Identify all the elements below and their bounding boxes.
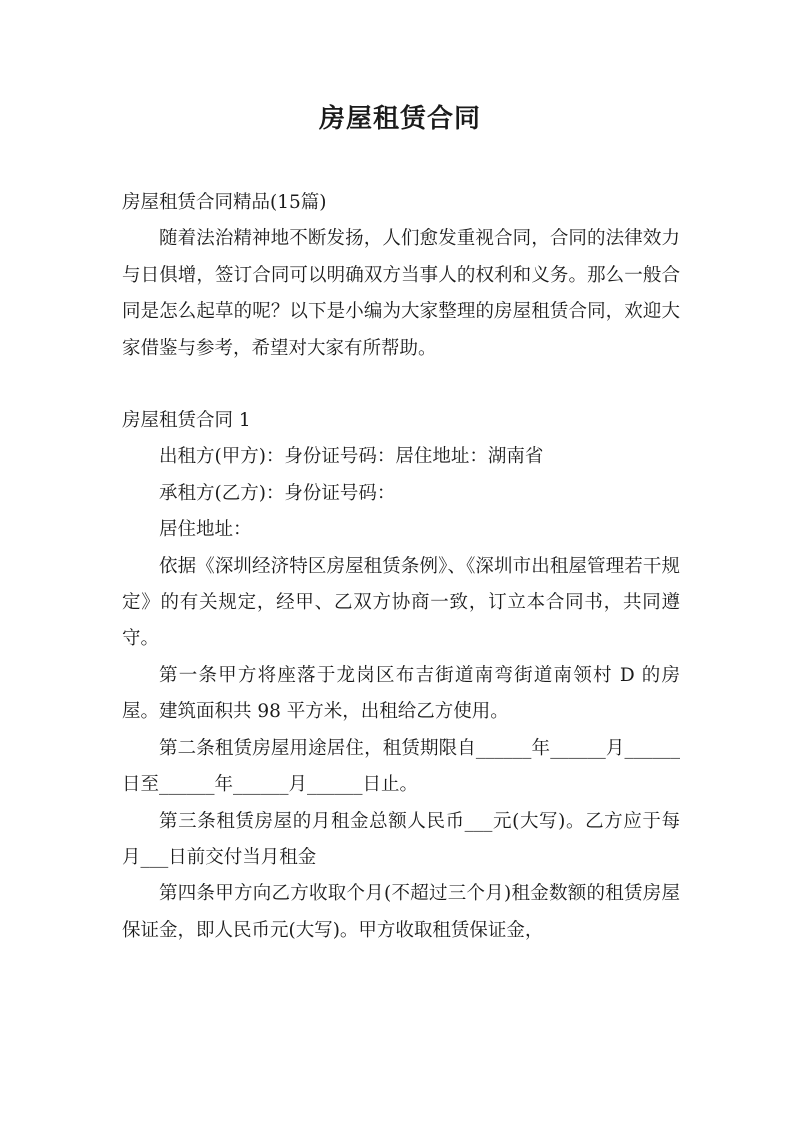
article-4: 第四条甲方向乙方收取个月(不超过三个月)租金数额的租赁房屋保证金，即人民币元(大写)。甲方收取租赁保证金， xyxy=(122,883,680,941)
address-line: 居住地址： xyxy=(159,519,252,541)
lessor-line: 出租方(甲方)：身份证号码：居住地址：湖南省 xyxy=(159,446,544,468)
article-1: 第一条甲方将座落于龙岗区布吉街道南弯街道南领村 D 的房屋。建筑面积共 98 平方米，出租给乙方使用。 xyxy=(122,664,680,723)
paragraph-gap xyxy=(122,367,680,403)
document-subtitle: 房屋租赁合同精品(15篇) xyxy=(122,192,327,213)
document-title: 房屋租赁合同 xyxy=(318,104,481,134)
document-body xyxy=(122,185,680,949)
section-heading: 房屋租赁合同 1 xyxy=(122,410,251,432)
lessee-line: 承租方(乙方)：身份证号码： xyxy=(159,482,396,504)
article-2: 第二条租赁房屋用途居住，租赁期限自______年______月______日至______年______月______日止。 xyxy=(122,737,680,796)
article-3: 第三条租赁房屋的月租金总额人民币___元(大写)。乙方应于每月___日前交付当月租金 xyxy=(122,810,680,868)
basis-paragraph: 依据《深圳经济特区房屋租赁条例》、《深圳市出租屋管理若干规定》的有关规定，经甲、乙双方协商一致，订立本合同书，共同遵守。 xyxy=(122,555,680,650)
intro-paragraph: 随着法治精神地不断发扬，人们愈发重视合同，合同的法律效力与日俱增，签订合同可以明确双方当事人的权利和义务。那么一般合同是怎么起草的呢？以下是小编为大家整理的房屋租赁合同，欢迎大家借鉴与参考，希望对大家有所帮助。 xyxy=(122,228,680,359)
